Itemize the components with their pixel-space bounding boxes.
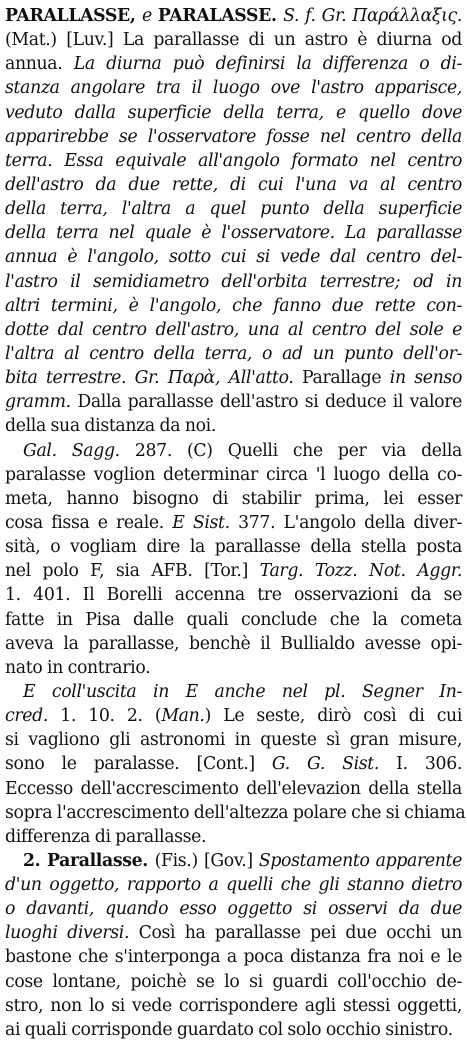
text-line	[5, 390, 462, 414]
text-line	[5, 439, 462, 463]
text-segment: E coll'uscita in E anche nel pl. Segner In-	[23, 681, 462, 702]
text-line	[5, 608, 462, 632]
text-segment: ai quali corrisponde guardato col solo occhio sinistro.	[5, 1019, 453, 1040]
text-segment: l'altra al centro della terra, o ad un punto dell'or-	[5, 343, 462, 364]
text-line	[5, 4, 462, 28]
text-line	[5, 994, 462, 1018]
text-segment: sono le paralasse. [Cont.]	[5, 754, 272, 775]
text-line	[5, 752, 462, 776]
text-line	[5, 680, 462, 704]
text-line	[5, 511, 462, 535]
text-segment: apparirebbe se l'osservatore fosse nel centro della	[5, 126, 462, 147]
text-line	[5, 897, 462, 921]
text-line	[5, 245, 462, 269]
text-line	[5, 849, 462, 873]
text-segment: dell'astro da due rette, di cui l'una va al centro	[5, 174, 462, 195]
text-segment: fatte in Pisa dalle quali conclude che la cometa	[5, 609, 462, 630]
text-line	[5, 921, 462, 945]
text-line	[5, 825, 462, 849]
text-segment: (Fis.) [Gov.]	[154, 850, 259, 871]
text-segment: (Mat.) [Luv.] La parallasse di un astro è diurna od	[5, 30, 462, 51]
text-line	[5, 52, 462, 76]
text-segment: della terra, l'altra a quel punto della superficie	[5, 199, 462, 220]
text-segment: nato in contrario.	[5, 657, 151, 678]
text-segment: stanza angolare tra il luogo ove l'astro apparisce,	[5, 78, 462, 99]
text-segment: Così ha parallasse pei due occhi un	[138, 923, 462, 944]
text-line	[5, 149, 462, 173]
text-segment: d'un oggetto, rapporto a quelli che gli stanno dietro	[5, 875, 462, 896]
text-segment: luoghi diversi.	[5, 923, 139, 944]
text-segment: ) Le seste, dirò così di cui	[204, 706, 462, 727]
text-segment: l'astro il semidiametro dell'orbita terrestre; od in	[5, 271, 462, 292]
text-line	[5, 728, 462, 752]
text-line	[5, 535, 462, 559]
text-line	[5, 704, 462, 728]
text-line	[5, 76, 462, 100]
text-line	[5, 583, 462, 607]
text-line	[5, 270, 462, 294]
text-line	[5, 1018, 462, 1042]
text-line	[5, 463, 462, 487]
text-line	[5, 366, 462, 390]
text-segment: E Sist.	[172, 512, 239, 533]
dictionary-entry-parallasse	[5, 4, 466, 1042]
text-line	[5, 101, 462, 125]
text-segment: Parallage	[302, 368, 390, 389]
text-segment: meta, hanno bisogno di stabilir prima, lei esser	[5, 488, 462, 509]
text-line	[5, 294, 462, 318]
text-segment: dotte dal centro dell'astro, una al centro del sole e	[5, 319, 462, 340]
text-segment: 1. 10. 2. (	[60, 706, 162, 727]
text-line	[5, 656, 462, 680]
text-segment: S. f. Gr. Παράλλαξις.	[283, 6, 462, 26]
text-segment: Eccesso dell'accrescimento dell'elevazion della stella	[5, 778, 462, 799]
text-segment: sopra l'accrescimento dell'altezza polare che si chiama	[5, 802, 466, 823]
text-line	[5, 28, 462, 52]
text-line	[5, 487, 462, 511]
text-segment: Targ. Tozz. Not. Aggr.	[259, 561, 462, 582]
text-segment: PARALLASSE,	[5, 6, 143, 26]
text-line	[5, 173, 462, 197]
text-segment: cosa fissa e reale.	[5, 512, 173, 533]
text-segment: annua è l'angolo, sotto cui si vede dal centro del-	[5, 247, 462, 268]
text-segment: I. 306.	[396, 754, 462, 775]
text-segment: bastone che s'interponga a poca distanza fra noi e le	[5, 947, 462, 968]
text-segment: in senso	[389, 368, 462, 389]
text-segment: altri termini, è l'angolo, che fanno due rette con-	[5, 295, 462, 316]
text-segment: cose lontane, poichè se lo si guardi coll'occhio de-	[5, 971, 462, 992]
text-segment: Man.	[161, 706, 205, 727]
text-segment: e	[142, 6, 158, 26]
text-line	[5, 945, 462, 969]
text-segment: Dalla parallasse dell'astro si deduce il valore	[77, 392, 462, 413]
text-segment: si vagliono gli astronomi in queste sì gran misure,	[5, 730, 462, 751]
text-segment: sità, o vogliam dire la parallasse della stella posta	[5, 537, 462, 558]
text-line	[5, 777, 462, 801]
text-segment: cred.	[5, 706, 61, 727]
text-segment: Gal. Sagg.	[23, 440, 135, 461]
text-line	[5, 801, 466, 825]
text-segment: 2. Parallasse.	[23, 850, 155, 871]
text-line	[5, 318, 462, 342]
text-segment: della sua distanza da noi.	[5, 416, 216, 437]
text-segment: Spostamento apparente	[258, 850, 462, 871]
text-segment: nel polo F, sia AFB. [Tor.]	[5, 561, 260, 582]
text-segment: gramm.	[5, 392, 78, 413]
text-line	[5, 414, 462, 438]
text-segment: della terra nel quale è l'osservatore. La parallasse	[5, 223, 462, 244]
text-line	[5, 342, 462, 366]
text-segment: annua.	[5, 54, 74, 75]
text-segment: terra. Essa equivale all'angolo formato nel centro	[5, 150, 462, 171]
text-line	[5, 125, 462, 149]
text-segment: 1. 401. Il Borelli accenna tre osservazioni da se	[5, 585, 462, 606]
text-segment: stro, non lo si vede corrispondere agli stessi oggetti,	[5, 995, 462, 1016]
text-segment: paralasse voglion determinar circa 'l luogo della co-	[5, 464, 462, 485]
text-line	[5, 632, 462, 656]
text-line	[5, 559, 462, 583]
text-segment: o davanti, quando esso oggetto si osservi da due	[5, 899, 462, 920]
text-segment: differenza di parallasse.	[5, 826, 207, 847]
text-segment: PARALASSE.	[157, 6, 284, 26]
text-segment: G. G. Sist.	[271, 754, 397, 775]
text-segment: veduto dalla superficie della terra, e quello dove	[5, 102, 462, 123]
text-segment: aveva la parallasse, benchè il Bullialdo avesse opi-	[5, 633, 462, 654]
text-segment: bita terrestre. Gr. Παρὰ, All'atto.	[5, 368, 303, 389]
text-line	[5, 873, 462, 897]
text-segment: La diurna può definirsi la differenza o di-	[73, 54, 462, 75]
text-line	[5, 197, 462, 221]
text-line	[5, 221, 462, 245]
text-segment: 377. L'angolo della diver-	[238, 512, 462, 533]
text-line	[5, 970, 462, 994]
text-segment: 287. (C) Quelli che per via della	[134, 440, 462, 461]
